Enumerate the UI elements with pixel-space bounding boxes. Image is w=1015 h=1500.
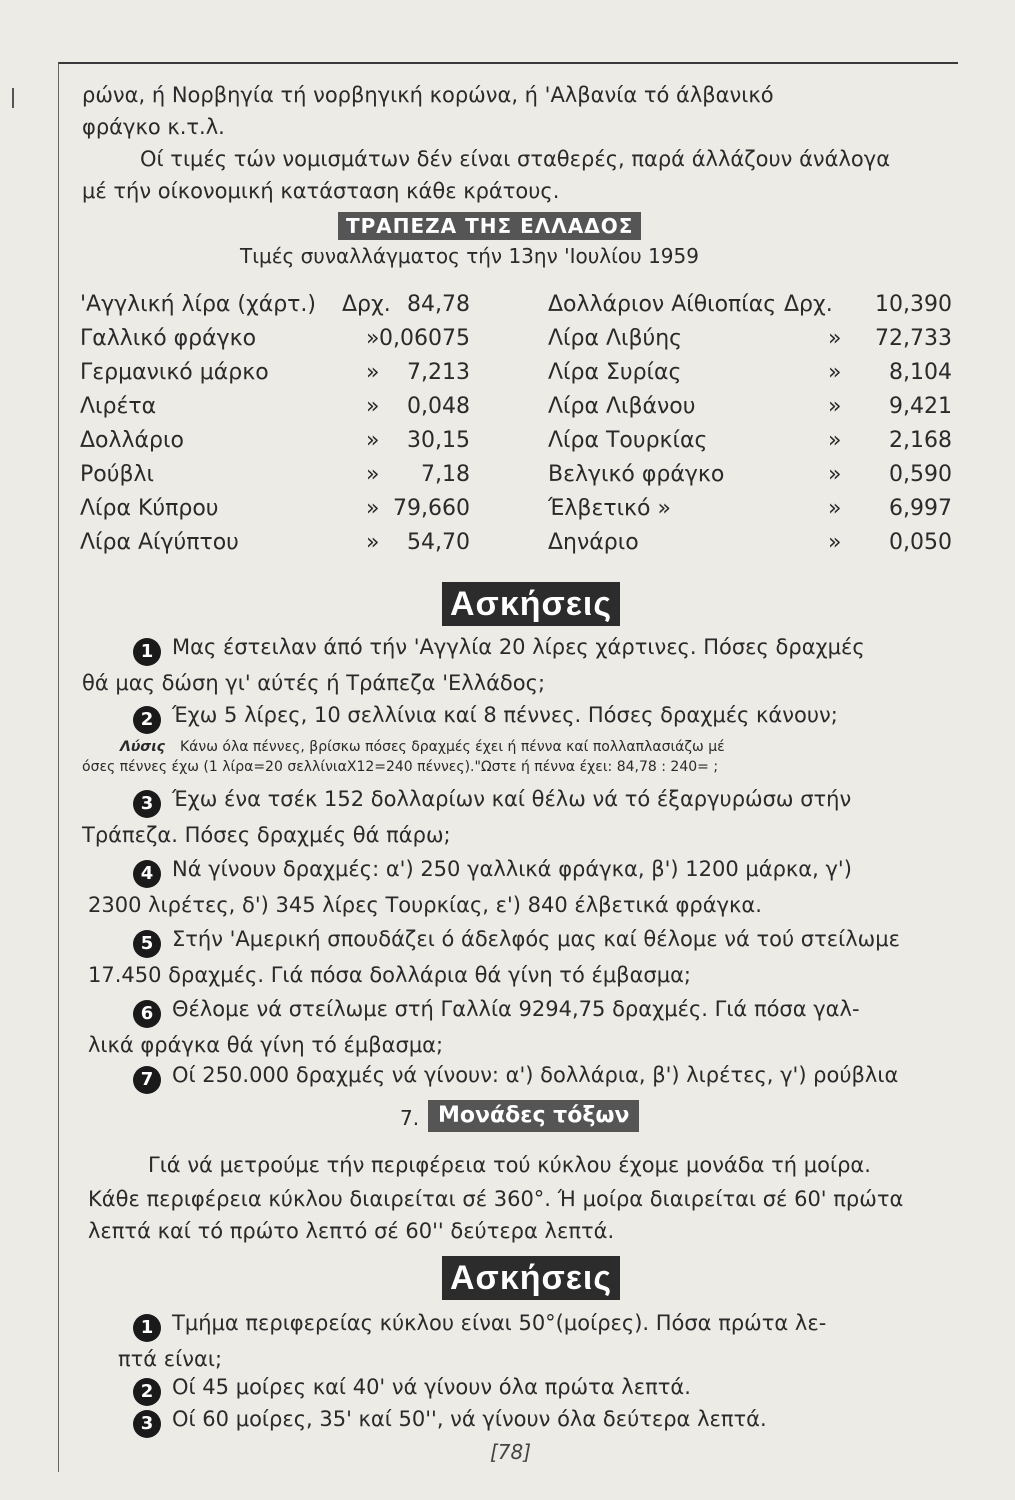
currency-mark: » <box>828 360 842 385</box>
exercise2-number-3: 3 <box>133 1410 161 1438</box>
exercise-1-line-2: θά μας δώση γι' αύτές ή Τράπεζα 'Ελλάδος; <box>82 671 546 695</box>
currency-name: Δολλάριο <box>80 428 184 453</box>
currency-name: Έλβετικό » <box>548 496 671 521</box>
exercise-number-6: 6 <box>133 1000 161 1028</box>
exercise-6-line-2: λικά φράγκα θά γίνη τό έμβασμα; <box>88 1033 444 1057</box>
intro-line-3: Οί τιμές τών νομισμάτων δέν είναι σταθερές, παρά άλλάζουν άνάλογα <box>140 147 891 171</box>
currency-value: 79,660 <box>393 496 470 521</box>
currency-value: 0,590 <box>889 462 952 487</box>
currency-value: 10,390 <box>875 292 952 317</box>
currency-name: Λίρα Αίγύπτου <box>80 530 239 555</box>
exercise-2-line-1: Έχω 5 λίρες, 10 σελλίνια καί 8 πέννες. Πόσες δραχμές κάνουν; <box>172 703 838 727</box>
currency-mark: » <box>828 394 842 419</box>
currency-name: Λίρα Λιβύης <box>548 326 683 351</box>
currency-value: 84,78 <box>407 292 470 317</box>
currency-name: 'Αγγλική λίρα (χάρτ.) <box>80 292 317 317</box>
section-line-3: λεπτά καί τό πρώτο λεπτό σέ 60'' δεύτερα λεπτά. <box>88 1219 615 1243</box>
currency-value: 54,70 <box>407 530 470 555</box>
bank-title: ΤΡΑΠΕΖΑ ΤΗΣ ΕΛΛΑΔΟΣ <box>338 212 641 240</box>
section-line-1: Γιά νά μετρούμε τήν περιφέρεια τού κύκλου έχομε μονάδα τή μοίρα. <box>148 1153 871 1177</box>
exercise-3-line-1: Έχω ένα τσέκ 152 δολλαρίων καί θέλω νά τό έξαργυρώσω στήν <box>172 787 852 811</box>
currency-value: 9,421 <box>889 394 952 419</box>
currency-mark: » <box>366 462 380 487</box>
currency-name: Γερμανικό μάρκο <box>80 360 269 385</box>
currency-value: 0,048 <box>407 394 470 419</box>
section-title: Μονάδες τόξων <box>428 1100 639 1132</box>
currency-value: 2,168 <box>889 428 952 453</box>
currency-value: 0,06075 <box>379 326 470 351</box>
currency-name: Δηνάριο <box>548 530 639 555</box>
bank-subtitle: Τιμές συναλλάγματος τήν 13ην 'Ιουλίου 1959 <box>240 244 699 268</box>
currency-mark: » <box>828 428 842 453</box>
currency-value: 8,104 <box>889 360 952 385</box>
exercises-heading-1: Ασκήσεις <box>442 582 620 626</box>
currency-name: Γαλλικό φράγκο <box>80 326 257 351</box>
exercise2-2-line-1: Οί 45 μοίρες καί 40' νά γίνουν όλα πρώτα λεπτά. <box>172 1375 691 1399</box>
currency-value: 7,213 <box>407 360 470 385</box>
currency-mark: » <box>366 326 380 351</box>
exercise2-3-line-1: Οί 60 μοίρες, 35' καί 50'', νά γίνουν όλα δεύτερα λεπτά. <box>172 1407 767 1431</box>
currency-mark: » <box>828 496 842 521</box>
currency-mark: » <box>828 462 842 487</box>
currency-name: Λίρα Τουρκίας <box>548 428 708 453</box>
exercise-number-4: 4 <box>133 860 161 888</box>
exercise-5-line-1: Στήν 'Αμερική σπουδάζει ό άδελφός μας καί θέλομε νά τού στείλωμε <box>172 927 900 951</box>
currency-mark: Δρχ. <box>342 292 391 317</box>
currency-value: 6,997 <box>889 496 952 521</box>
currency-value: 72,733 <box>875 326 952 351</box>
exercise-7-line-1: Οί 250.000 δραχμές νά γίνουν: α') δολλάρια, β') λιρέτες, γ') ρούβλια <box>172 1063 899 1087</box>
currency-value: 7,18 <box>421 462 470 487</box>
solution-label: Λύσις <box>120 739 165 755</box>
exercise-3-line-2: Τράπεζα. Πόσες δραχμές θά πάρω; <box>82 823 451 847</box>
currency-mark: » <box>366 394 380 419</box>
intro-line-1: ρώνα, ή Νορβηγία τή νορβηγική κορώνα, ή 'Αλβανία τό άλβανικό <box>82 83 774 107</box>
exercise-number-2: 2 <box>133 706 161 734</box>
solution-line-2: όσες πέννες έχω (1 λίρα=20 σελλίνιαX12=240 πέννες)."Ωστε ή πέννα έχει: 84,78 : 240= ; <box>82 759 719 775</box>
solution-line-1: Κάνω όλα πέννες, βρίσκω πόσες δραχμές έχει ή πέννα καί πολλαπλασιάζω μέ <box>180 739 725 755</box>
currency-name: Λιρέτα <box>80 394 157 419</box>
intro-line-2: φράγκο κ.τ.λ. <box>82 115 225 139</box>
currency-name: Ρούβλι <box>80 462 154 487</box>
exercise-5-line-2: 17.450 δραχμές. Γιά πόσα δολλάρια θά γίνη τό έμβασμα; <box>88 963 692 987</box>
currency-value: 0,050 <box>889 530 952 555</box>
exercise-4-line-2: 2300 λιρέτες, δ') 345 λίρες Τουρκίας, ε') 840 έλβετικά φράγκα. <box>88 893 762 917</box>
currency-mark: » <box>828 326 842 351</box>
exercise-4-line-1: Νά γίνουν δραχμές: α') 250 γαλλικά φράγκα, β') 1200 μάρκα, γ') <box>172 857 852 881</box>
exercise2-1-line-1: Τμήμα περιφερείας κύκλου είναι 50°(μοίρες). Πόσα πρώτα λε- <box>172 1311 827 1335</box>
exercise2-1-line-2: πτά είναι; <box>118 1347 223 1371</box>
exercise2-number-1: 1 <box>133 1314 161 1342</box>
exercise-1-line-1: Μας έστειλαν άπό τήν 'Αγγλία 20 λίρες χάρτινες. Πόσες δραχμές <box>172 635 865 659</box>
exercise-6-line-1: Θέλομε νά στείλωμε στή Γαλλία 9294,75 δραχμές. Γιά πόσα γαλ- <box>172 997 860 1021</box>
currency-name: Λίρα Λιβάνου <box>548 394 696 419</box>
currency-name: Βελγικό φράγκο <box>548 462 725 487</box>
exercise-number-3: 3 <box>133 790 161 818</box>
exercises-heading-2: Ασκήσεις <box>442 1256 620 1300</box>
intro-line-4: μέ τήν οίκονομική κατάσταση κάθε κράτους. <box>82 179 560 203</box>
section-line-2: Κάθε περιφέρεια κύκλου διαιρείται σέ 360°. Ή μοίρα διαιρείται σέ 60' πρώτα <box>88 1187 904 1211</box>
exercise-number-5: 5 <box>133 930 161 958</box>
exercise-number-1: 1 <box>133 638 161 666</box>
exercise-number-7: 7 <box>133 1066 161 1094</box>
currency-mark: » <box>828 530 842 555</box>
exercise2-number-2: 2 <box>133 1378 161 1406</box>
currency-mark: » <box>366 360 380 385</box>
currency-name: Δολλάριον Αίθιοπίας <box>548 292 777 317</box>
currency-value: 30,15 <box>407 428 470 453</box>
currency-name: Λίρα Συρίας <box>548 360 682 385</box>
currency-mark: » <box>366 428 380 453</box>
page-number: [78] <box>490 1440 532 1464</box>
currency-mark: » <box>366 496 380 521</box>
section-number: 7. <box>400 1106 420 1130</box>
currency-name: Λίρα Κύπρου <box>80 496 219 521</box>
currency-mark: Δρχ. <box>784 292 833 317</box>
currency-mark: » <box>366 530 380 555</box>
scan-edge-mark <box>12 88 14 108</box>
